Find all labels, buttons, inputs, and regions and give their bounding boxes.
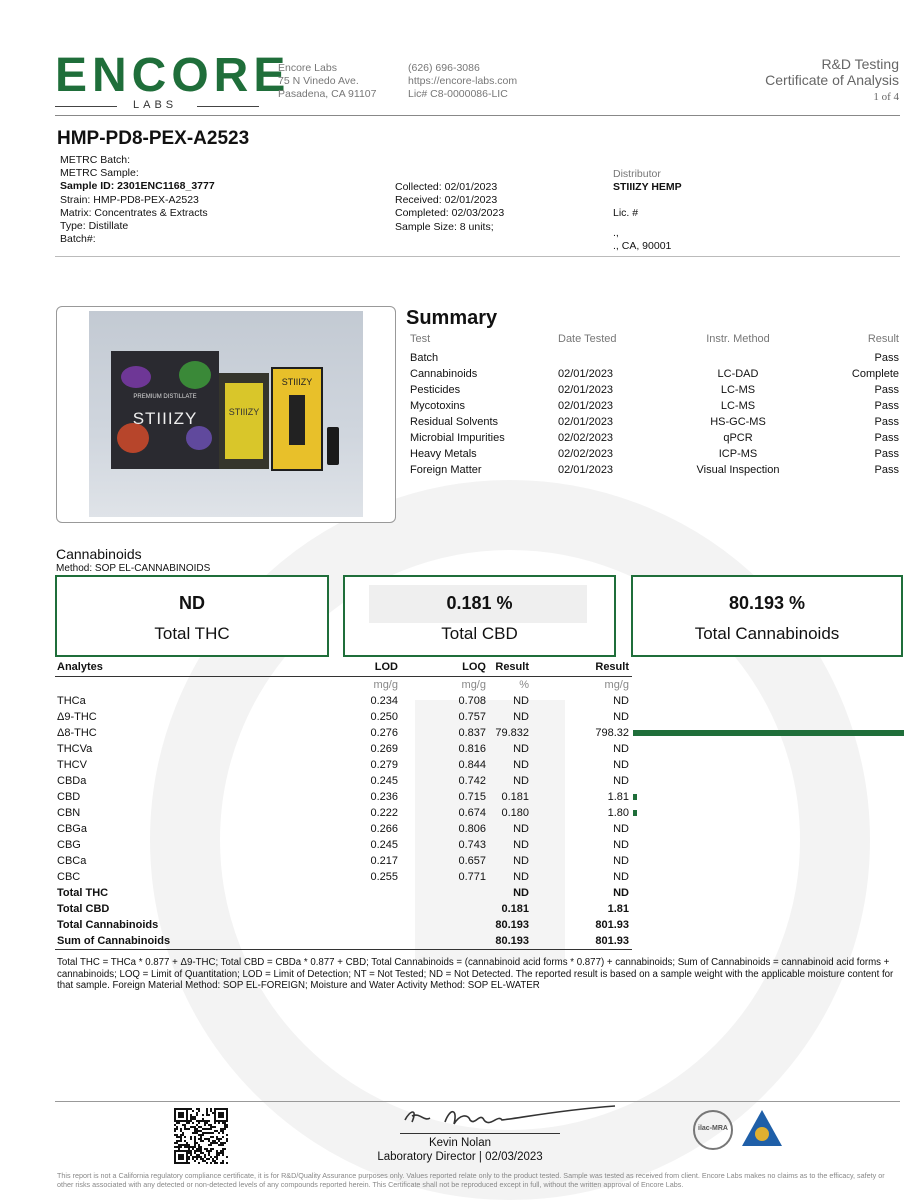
analyte-result-pct: ND [513,871,529,883]
metrc-batch: METRC Batch: [60,154,131,166]
total-result-mg: 801.93 [595,935,629,947]
qr-code[interactable] [174,1108,228,1164]
ilac-text: ilac-MRA [698,1125,728,1132]
metrc-sample: METRC Sample: [60,167,139,180]
total-result-pct: 80.193 [495,935,529,947]
table-row [57,741,631,757]
analyte-name: CBG [57,839,81,851]
total-name: Total THC [57,887,109,899]
analyte-loq: 0.743 [458,839,486,851]
analyte-loq: 0.837 [458,727,486,739]
analyte-lod: 0.245 [370,839,398,851]
cannabinoids-note: Total THC = THCa * 0.877 + Δ9-THC; Total CBD = CBDa * 0.877 + CBD; Total Cannabinoids = (cannabinoid acid forms * 0.877) + cannabinoids; Sum of Cannabinoids = cannabinoid acid forms + cannabinoids; LOQ = Limit of Quantitation; LOD = Limit of Detection; NT = Not Tested; ND = Not Detected. The reported result is based on a sample weight with the applicable moisture content for that sample. Foreign Material Method: SOP EL-FOREIGN; Moisture and Water Activity Method: SOP EL-WATER [57,957,894,991]
box-small-text: PREMIUM DISTILLATE [133,394,197,400]
analyte-loq: 0.715 [458,791,486,803]
logo-text: ENCORE [55,49,291,102]
analyte-loq: 0.674 [458,807,486,819]
summary-result: Pass [874,416,899,428]
summary-result: Pass [874,400,899,412]
summary-title: Summary [406,307,498,329]
summary-date: 02/01/2023 [558,416,614,428]
logo [55,48,290,113]
table-row [57,933,631,949]
signature [380,1100,620,1132]
table-row [57,725,631,741]
testing-type: R&D Testing [821,56,899,72]
table-bottom-rule [55,949,632,950]
total-cbd-value: 0.181 % [446,593,513,613]
analyte-name: CBCa [57,855,87,867]
sample-id: Sample ID: 2301ENC1168_3777 [60,180,215,193]
summary-result: Pass [874,464,899,476]
table-row [57,837,631,853]
total-thc-box [55,575,329,657]
lab-name: Encore Labs [278,62,337,74]
page-number: 1 of 4 [873,91,899,103]
lab-website[interactable]: https://encore-labs.com [408,75,518,87]
sample-title: HMP-PD8-PEX-A2523 [57,128,250,149]
sample-size: Sample Size: 8 units; [395,220,494,233]
analyte-result-mg: ND [613,823,629,835]
analyte-lod: 0.269 [370,743,398,755]
lab-license: Lic# C8-0000086-LIC [408,88,508,100]
analyte-name: THCVa [57,743,93,755]
director-title: Laboratory Director | 02/03/2023 [377,1151,543,1163]
info-rule [55,256,900,257]
table-row [57,869,631,885]
table-row [57,757,631,773]
analyte-result-pct: ND [513,743,529,755]
header-lod: LOD [374,661,398,673]
lab-phone: (626) 696-3086 [408,62,480,74]
analyte-lod: 0.279 [370,759,398,771]
total-cbd-label: Total CBD [441,624,518,643]
doc-header-right [679,56,899,103]
header-result-mg: Result [595,661,629,673]
batch-number: Batch#: [60,233,96,246]
total-cbd-box [343,575,616,657]
table-row [57,901,631,917]
summary-date: 02/01/2023 [558,400,614,412]
analyte-result-pct: ND [513,695,529,707]
disclaimer: This report is not a California regulatory compliance certificate, it is for R&D/Quality Assurance purposes only. Values reported relate only to the product tested. Sample was tested as received from client. Encore Labs makes no claims as to the efficacy, safety or other risks associated with any detected or non-detected levels of any compounds reported herein. This Certificate shall not be reproduced except in full, without the written approval of Encore Labs. [57,1171,885,1189]
analyte-result-mg: ND [613,839,629,851]
sample-info [60,154,215,246]
analyte-name: CBC [57,871,81,883]
total-cannabinoids-box [631,575,903,657]
director-name: Kevin Nolan [428,1137,491,1149]
analyte-loq: 0.806 [458,823,486,835]
product-pod [327,427,339,465]
distributor-info [613,168,682,253]
analyte-result-pct: 79.832 [495,727,529,739]
analyte-loq: 0.657 [458,855,486,867]
ilac-logo [693,1110,733,1150]
table-row [57,853,631,869]
lab-address-line1: 75 N Vinedo Ave. [278,75,359,87]
analyte-result-mg: ND [613,871,629,883]
analyte-name: CBN [57,807,81,819]
unit-mg: mg/g [604,679,629,691]
header-analytes: Analytes [57,661,103,673]
analytes-header-row [57,659,631,675]
analyte-result-mg: ND [613,775,629,787]
table-row [57,789,631,805]
analyte-bar [633,810,637,816]
analyte-result-mg: ND [613,695,629,707]
product-card [219,373,269,469]
analyte-lod: 0.276 [370,727,398,739]
summary-header-test: Test [410,333,431,345]
summary-result: Pass [874,432,899,444]
summary-method: LC-MS [720,400,756,412]
analyte-lod: 0.245 [370,775,398,787]
sample-type: Type: Distillate [60,220,129,233]
summary-header-date: Date Tested [558,333,617,345]
summary-method: Visual Inspection [696,464,780,476]
analyte-name: CBGa [57,823,87,835]
analyte-result-mg: ND [613,743,629,755]
header-loq: LOQ [462,661,486,673]
table-row [57,805,631,821]
analyte-name: CBDa [57,775,87,787]
analyte-result-pct: ND [513,839,529,851]
total-result-pct: ND [513,887,529,899]
summary-method: ICP-MS [718,448,758,460]
analyte-lod: 0.217 [370,855,398,867]
distributor-address1: ., [613,226,619,239]
unit-lod: mg/g [373,679,398,691]
analyte-result-pct: 0.180 [501,807,529,819]
summary-test: Microbial Impurities [410,432,505,444]
analyte-result-pct: 0.181 [501,791,529,803]
analyte-lod: 0.255 [370,871,398,883]
summary-date: 02/02/2023 [558,448,614,460]
summary-test: Cannabinoids [410,368,478,380]
product-box [111,351,219,469]
summary-test: Mycotoxins [410,400,466,412]
analyte-lod: 0.266 [370,823,398,835]
table-row [57,885,631,901]
lab-contact [408,62,517,101]
pack-brand-text: STIIIZY [281,377,313,387]
analyte-loq: 0.757 [458,711,486,723]
header-rule [55,115,900,116]
analyte-lod: 0.222 [370,807,398,819]
summary-result: Pass [874,448,899,460]
unit-loq: mg/g [461,679,486,691]
analyte-result-mg: ND [613,711,629,723]
distributor-name: STIIIZY HEMP [613,181,682,194]
logo-line-left [55,106,117,107]
analyte-name: CBD [57,791,81,803]
table-row [57,709,631,725]
analyte-result-pct: ND [513,711,529,723]
summary-method: qPCR [723,432,753,444]
document-type: Certificate of Analysis [765,72,899,88]
analyte-bar [633,794,637,800]
analyte-loq: 0.844 [458,759,486,771]
summary-test: Heavy Metals [410,448,477,460]
summary-date: 02/01/2023 [558,384,614,396]
analyte-lod: 0.250 [370,711,398,723]
product-pack [271,367,323,471]
logo-line-right [197,106,259,107]
table-row [57,917,631,933]
total-result-pct: 0.181 [501,903,529,915]
total-result-mg: 1.81 [607,903,629,915]
received-date: Received: 02/01/2023 [395,194,498,207]
collected-date: Collected: 02/01/2023 [395,181,498,193]
total-name: Total Cannabinoids [57,919,159,931]
box-brand-text: STIIIZY [132,409,198,428]
analyte-result-pct: ND [513,855,529,867]
analyte-result-mg: 798.32 [595,727,629,739]
analyte-loq: 0.742 [458,775,486,787]
analyte-result-mg: 1.81 [607,791,629,803]
product-photo-frame [56,306,396,523]
total-result-mg: ND [613,887,629,899]
summary-test: Foreign Matter [410,464,482,476]
strain: Strain: HMP-PD8-PEX-A2523 [60,193,199,206]
analyte-lod: 0.234 [370,695,398,707]
summary-test: Pesticides [410,384,461,396]
analyte-result-mg: ND [613,759,629,771]
analyte-loq: 0.816 [458,743,486,755]
table-row [57,821,631,837]
summary-test: Residual Solvents [410,416,499,428]
analyte-lod: 0.236 [370,791,398,803]
card-brand-text: STIIIZY [228,407,260,417]
total-thc-value: ND [179,593,205,613]
distributor-address2: ., CA, 90001 [613,239,672,252]
summary-method: LC-DAD [717,368,759,380]
cannabinoids-title: Cannabinoids [56,546,142,562]
matrix: Matrix: Concentrates & Extracts [60,206,208,219]
analyte-result-pct: ND [513,823,529,835]
cannabinoids-method: Method: SOP EL-CANNABINOIDS [56,563,211,574]
units-row [57,677,631,693]
lab-address [278,62,376,101]
sample-dates [395,181,504,234]
analyte-name: THCV [57,759,87,771]
logo-subtext: LABS [133,99,178,111]
analyte-result-mg: ND [613,855,629,867]
summary-date: 02/02/2023 [558,432,614,444]
header-result-pct: Result [495,661,529,673]
analyte-name: Δ9-THC [57,711,97,723]
summary-method: HS-GC-MS [710,416,766,428]
pjla-logo [740,1108,784,1152]
total-result-pct: 80.193 [495,919,529,931]
total-thc-label: Total THC [154,624,230,643]
total-cannabinoids-value: 80.193 % [728,593,806,613]
summary-test: Batch [410,352,439,364]
summary-date: 02/01/2023 [558,464,614,476]
distributor-label: Distributor [613,168,661,180]
analyte-loq: 0.708 [458,695,486,707]
table-row [57,773,631,789]
summary-method: LC-MS [720,384,756,396]
summary-result: Complete [851,368,899,380]
lab-address-line2: Pasadena, CA 91107 [278,88,377,100]
summary-header-result: Result [867,333,899,345]
analyte-bar [633,730,904,736]
total-result-mg: 801.93 [595,919,629,931]
distributor-license: Lic. # [613,207,639,220]
analyte-loq: 0.771 [458,871,486,883]
summary-result: Pass [874,384,899,396]
summary-date: 02/01/2023 [558,368,614,380]
analyte-result-pct: ND [513,775,529,787]
summary-header-method: Instr. Method [706,333,770,345]
analyte-name: Δ8-THC [57,727,97,739]
analyte-result-pct: ND [513,759,529,771]
unit-pct: % [519,679,529,691]
signature-line [400,1133,560,1134]
total-name: Sum of Cannabinoids [57,935,171,947]
product-photo [89,311,363,517]
analyte-result-mg: 1.80 [607,807,629,819]
total-name: Total CBD [57,903,110,915]
analyte-name: THCa [57,695,86,707]
completed-date: Completed: 02/03/2023 [395,207,505,220]
summary-result: Pass [874,352,899,364]
table-row [57,693,631,709]
total-cannabinoids-label: Total Cannabinoids [694,624,840,643]
